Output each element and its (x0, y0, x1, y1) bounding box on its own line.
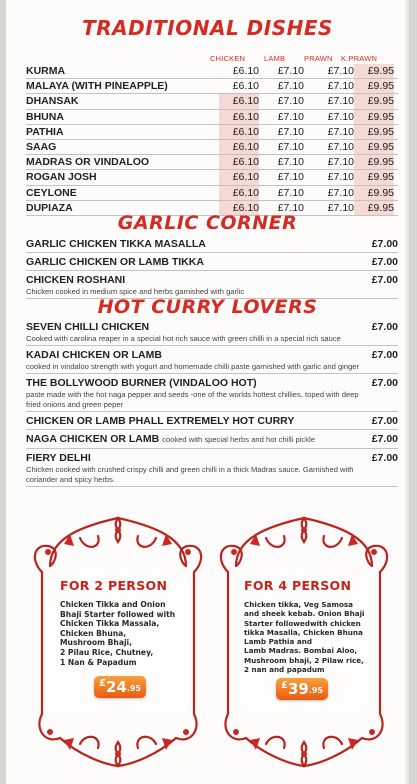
item-description: cooked in vindaloo strength with yogurt and homemade chilli paste garnished with garlic and ginger (26, 362, 360, 371)
dish-row (26, 186, 398, 201)
deal-line: Chicken tikka, Veg Samosa (244, 600, 354, 609)
price-column-headers (210, 54, 378, 64)
dish-price: £7.10 (277, 140, 304, 153)
item-name-text: CHICKEN ROSHANI (26, 274, 126, 286)
deal-line: Mushroom Bhaji, (60, 638, 133, 648)
deal-price-badge (276, 678, 328, 700)
dish-name: ROGAN JOSH (26, 171, 97, 184)
dish-price: £7.10 (327, 156, 354, 169)
dish-price: £7.10 (277, 201, 304, 214)
dish-row (26, 64, 398, 79)
dish-price: £7.10 (327, 95, 354, 108)
dish-price: £9.95 (354, 140, 394, 155)
hot-curry-lovers-title: HOT CURRY LOVERS (97, 296, 318, 318)
deal-line: Lamb Pathia and (244, 637, 312, 647)
garlic-corner-title: GARLIC CORNER (117, 212, 298, 234)
dish-price: £7.10 (277, 110, 304, 123)
dish-price: £7.10 (277, 156, 304, 169)
deal-price-badge (94, 676, 146, 698)
item-price: £7.00 (371, 415, 398, 427)
dish-price: £9.95 (354, 201, 394, 216)
dish-price: £7.10 (327, 110, 354, 123)
dish-name: PATHIA (26, 125, 64, 138)
dish-row (26, 155, 398, 170)
menu-item (26, 255, 398, 271)
dish-row (26, 170, 398, 185)
dish-price: £6.10 (219, 170, 259, 185)
dish-price: £6.10 (232, 65, 259, 77)
deal-line: Chicken Bhuna, (60, 628, 127, 638)
deal-for-2-card (20, 508, 216, 774)
menu-item (26, 348, 398, 374)
deal-line: and sheek kebab. Onion Bhaji (244, 609, 365, 619)
item-name-text: FIERY DELHI (26, 452, 91, 464)
dish-price: £7.10 (277, 171, 304, 184)
deal-line: Lamb Madras. Bombai Aloo, (244, 646, 358, 656)
deal-line: Chicken Tikka Massala, (60, 619, 160, 629)
item-price: £7.00 (371, 433, 398, 445)
price-cents: .95 (308, 686, 323, 695)
menu-item (26, 237, 398, 253)
item-divider (26, 252, 398, 253)
dish-name: CEYLONE (26, 186, 77, 199)
garlic-corner-list (26, 237, 398, 301)
item-name (26, 348, 398, 362)
dish-price: £7.10 (327, 140, 354, 153)
dish-price: £7.10 (277, 95, 304, 108)
menu-item (26, 320, 398, 346)
dish-price: £7.10 (327, 201, 354, 214)
item-divider (26, 448, 398, 449)
item-divider (26, 270, 398, 271)
item-divider (26, 345, 398, 346)
menu-item (26, 376, 398, 412)
price-whole: 39 (287, 680, 309, 698)
item-inline-description: cooked with special herbs and hot chilli pickle (162, 435, 315, 444)
dish-name: KURMA (26, 65, 66, 77)
item-divider (26, 429, 398, 430)
dish-price: £7.10 (277, 125, 304, 138)
currency-symbol: £ (98, 678, 106, 689)
dish-price: £7.10 (277, 65, 304, 77)
dish-price: £9.95 (354, 79, 394, 94)
item-divider (26, 373, 398, 374)
item-price: £7.00 (371, 452, 398, 464)
deal-line: 2 Pilau Rice, Chutney, (60, 647, 154, 657)
deal-title: FOR 2 PERSON (60, 578, 168, 593)
item-name (26, 414, 398, 428)
deal-line: Starter followedwith chicken (244, 618, 361, 628)
deal-line: 1 Nan & Papadum (60, 657, 137, 667)
dish-price: £7.10 (327, 80, 354, 93)
dish-price: £9.95 (354, 186, 394, 201)
dish-price: £7.10 (277, 80, 304, 93)
item-name (26, 320, 398, 334)
deal-title: FOR 4 PERSON (244, 578, 352, 593)
deal-line: tikka Masalla, Chicken Bhuna (244, 627, 363, 637)
item-price: £7.00 (371, 349, 398, 361)
dish-row (26, 94, 398, 109)
dish-price: £6.10 (219, 201, 259, 216)
dish-name: MADRAS OR VINDALOO (26, 156, 150, 169)
dish-name: DUPIAZA (26, 201, 73, 214)
dish-price: £9.95 (354, 125, 394, 140)
dish-row (26, 79, 398, 94)
item-name (26, 451, 398, 465)
hot-curry-list (26, 320, 398, 489)
dish-price: £6.10 (219, 186, 259, 201)
dish-price: £6.10 (219, 155, 259, 170)
item-name-text: NAGA CHICKEN OR LAMB (26, 433, 160, 445)
dish-price: £6.10 (219, 110, 259, 125)
header-lamb: LAMB (264, 54, 286, 63)
item-divider (26, 411, 398, 412)
dish-price: £6.10 (219, 125, 259, 140)
item-name (26, 237, 398, 251)
dish-price: £6.10 (219, 140, 259, 155)
deal-for-4-card (206, 508, 402, 774)
price-cents: .95 (126, 684, 141, 693)
item-divider (26, 486, 398, 487)
deal-description (60, 600, 180, 667)
menu-item (26, 451, 398, 487)
item-description: Chicken cooked with crushed crispy chilli and green chilli in a thick Madras sauce. Garnished with coriander and spicy herbs. (26, 465, 354, 484)
item-name (26, 432, 398, 447)
item-name-text: GARLIC CHICKEN TIKKA MASALLA (26, 238, 206, 250)
header-prawn: PRAWN (304, 54, 333, 63)
dish-row (26, 140, 398, 155)
traditional-dishes-title: TRADITIONAL DISHES (82, 16, 333, 40)
item-price: £7.00 (371, 377, 398, 389)
dish-name: BHUNA (26, 110, 64, 123)
dish-price: £9.95 (354, 170, 394, 185)
deal-description (244, 600, 376, 674)
deal-line: Chicken Tikka and Onion (60, 600, 166, 609)
item-description: paste made with the hot naga pepper and seeds -one of the worlds hottest chillies, toped with deep fried onions and green peper (26, 390, 359, 409)
item-price: £7.00 (371, 238, 398, 250)
header-chicken: CHICKEN (210, 54, 246, 63)
item-name-text: SEVEN CHILLI CHICKEN (26, 321, 150, 333)
dish-price: £7.10 (327, 65, 354, 77)
dish-price: £6.10 (232, 80, 259, 93)
item-name (26, 255, 398, 269)
item-name (26, 376, 398, 390)
item-name-text: GARLIC CHICKEN OR LAMB TIKKA (26, 256, 204, 268)
item-description: Cooked with carolina reaper in a special hot rich sauce with green chilli in a special rich sauce (26, 334, 341, 343)
item-name (26, 273, 398, 287)
menu-item (26, 432, 398, 449)
item-price: £7.00 (371, 256, 398, 268)
dish-name: SAAG (26, 140, 57, 153)
header-k-prawn: K.PRAWN (341, 54, 378, 63)
price-whole: 24 (105, 678, 127, 696)
item-name-text: KADAI CHICKEN OR LAMB (26, 349, 162, 361)
deal-line: 2 nan and papadum (244, 665, 325, 675)
dish-price: £7.10 (327, 186, 354, 199)
dish-row (26, 110, 398, 125)
item-price: £7.00 (371, 321, 398, 333)
item-description: Chicken cooked in medium spice and herbs garnished with garlic (26, 287, 245, 296)
dish-name: DHANSAK (26, 95, 79, 108)
deal-line: Bhaji Starter followed with (60, 609, 176, 619)
item-name-text: CHICKEN OR LAMB PHALL EXTREMELY HOT CURRY (26, 415, 295, 427)
dish-price: £9.95 (354, 64, 394, 79)
dish-price: £9.95 (354, 155, 394, 170)
dish-name: MALAYA (WITH PINEAPPLE) (26, 80, 168, 93)
dish-price: £6.10 (219, 94, 259, 109)
deal-line: Mushroom bhaji, 2 Pilaw rice, (244, 655, 364, 665)
traditional-dishes-table (26, 64, 398, 216)
dish-price: £7.10 (327, 125, 354, 138)
dish-row (26, 125, 398, 140)
item-name-text: THE BOLLYWOOD BURNER (VINDALOO HOT) (26, 377, 257, 389)
dish-price: £9.95 (354, 94, 394, 109)
dish-price: £7.10 (327, 171, 354, 184)
menu-item (26, 414, 398, 430)
dish-price: £7.10 (277, 186, 304, 199)
menu-page (6, 0, 409, 784)
item-price: £7.00 (371, 274, 398, 286)
dish-price: £9.95 (354, 110, 394, 125)
currency-symbol: £ (280, 680, 288, 691)
